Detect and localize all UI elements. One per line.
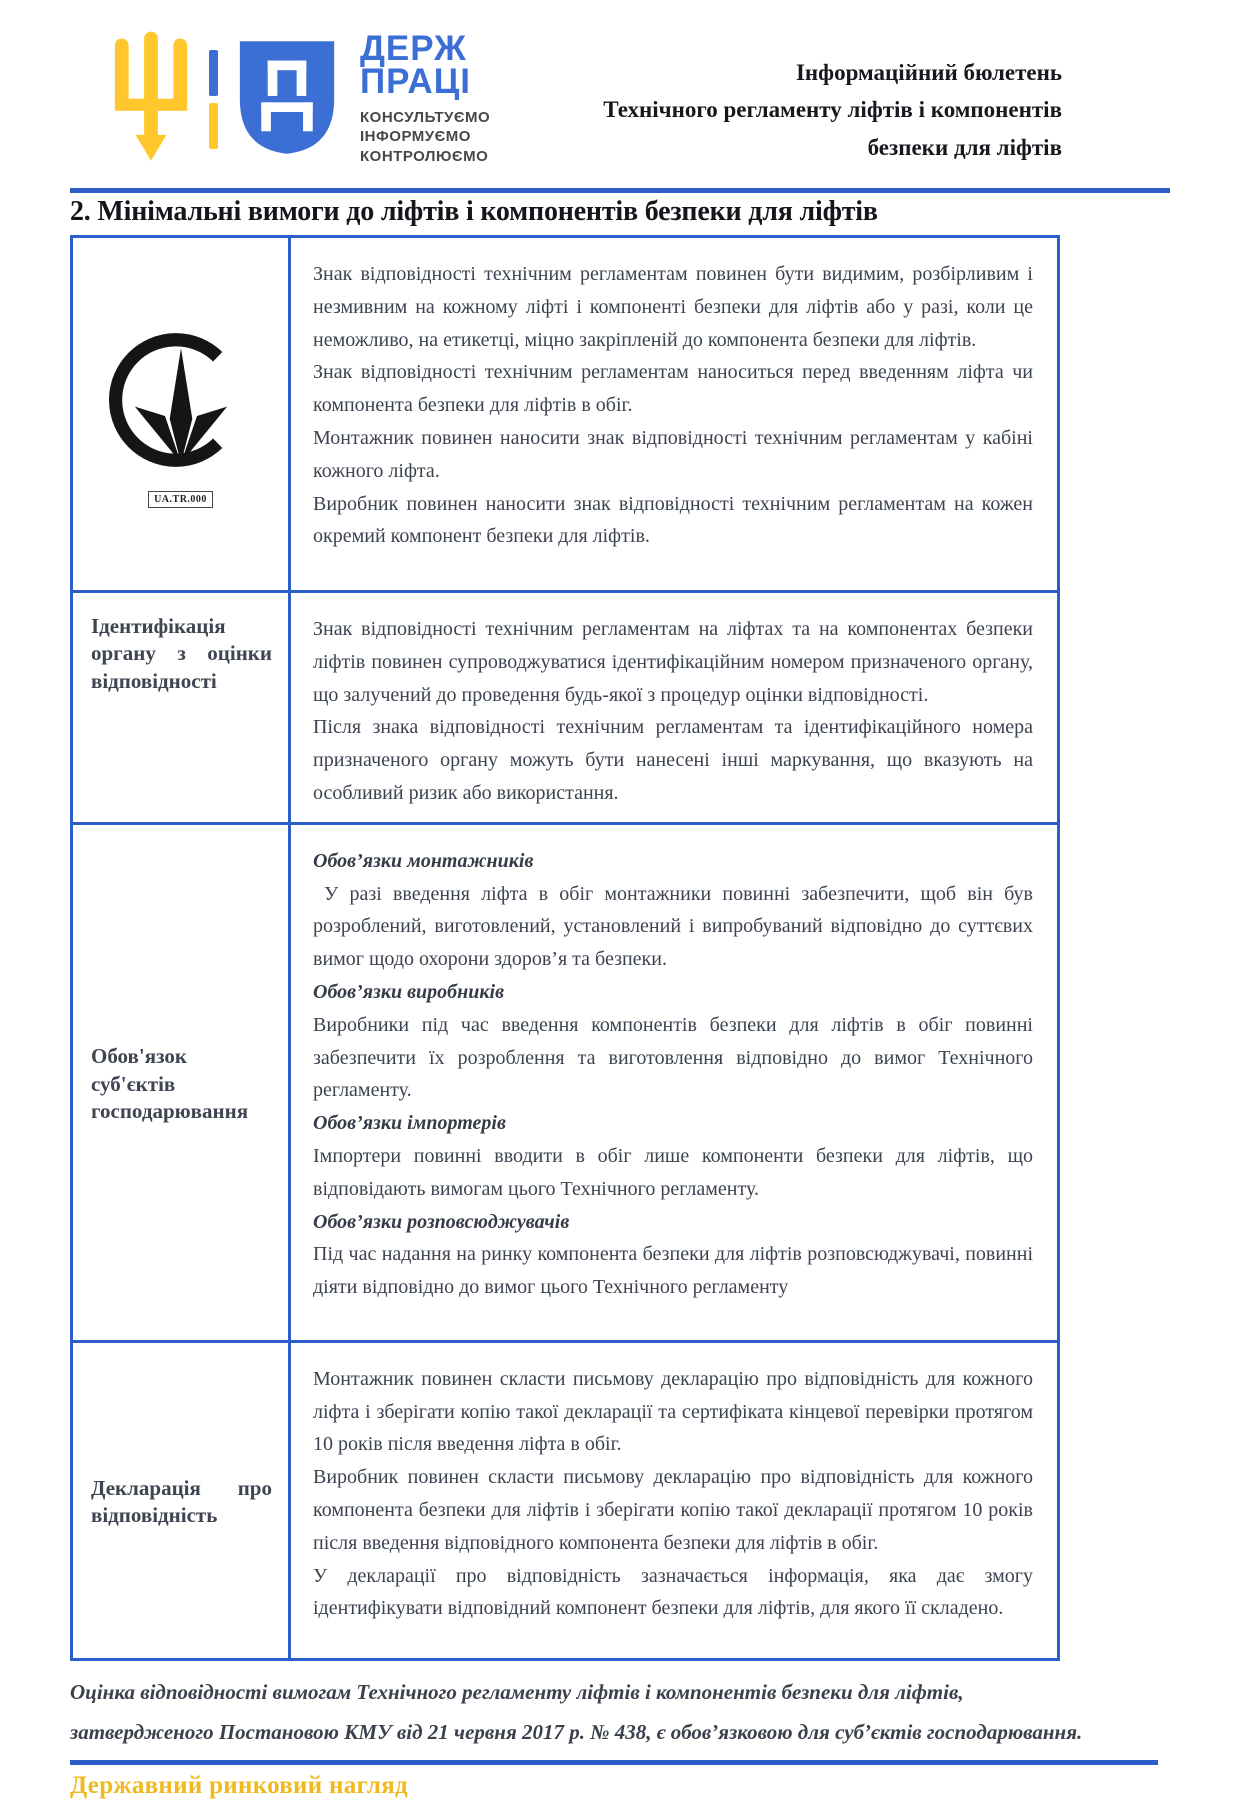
paragraph: Під час надання на ринку компонента безпеки для ліфтів розповсюджувачі, повинні діяти відповідно до вимог цього Технічного регламенту [313, 1243, 1033, 1299]
section-title: 2. Мінімальні вимоги до ліфтів і компонентів безпеки для ліфтів [70, 196, 878, 227]
obligation-section [313, 845, 1033, 976]
obligations-text-cell [291, 825, 1057, 1340]
table-row-identification [73, 590, 1057, 822]
row-label: Ідентифікація органу з оцінки відповідності [73, 593, 291, 822]
bulletin-title-line: безпеки для ліфтів [867, 134, 1062, 160]
footer-note [70, 1679, 1170, 1747]
ua-conformity-mark-icon [101, 320, 261, 487]
obligation-heading: Обов’язки виробників [313, 980, 505, 1003]
paragraph: Імпортери повинні вводити в обіг лише компоненти безпеки для ліфтів, що відповідають вимогам цього Технічного регламенту. [313, 1144, 1033, 1200]
identification-text-cell [291, 593, 1057, 822]
bulletin-title-line: Технічного регламенту ліфтів і компонентів [603, 97, 1062, 123]
table-row-conformity-mark [73, 238, 1057, 590]
obligation-heading: Обов’язки розповсюджувачів [313, 1210, 570, 1233]
logo-title: ДЕРЖ ПРАЦІ [360, 28, 471, 101]
divider-yellow-segment [209, 103, 218, 149]
requirements-table [70, 235, 1060, 1661]
obligation-section [313, 1206, 1033, 1304]
row-label: Обов'язок суб'єктів господарювання [73, 825, 291, 1340]
obligation-heading: Обов’язки монтажників [313, 849, 534, 872]
paragraph: Монтажник повинен наносити знак відповідності технічним регламентам у кабіні кожного ліфта. [313, 426, 1033, 482]
logo-subtitle: КОНСУЛЬТУЄМО ІНФОРМУЄМО КОНТРОЛЮЄМО [360, 108, 491, 165]
bulletin-title-line: Інформаційний бюлетень [795, 60, 1062, 85]
obligation-heading: Обов’язки імпортерів [313, 1112, 506, 1135]
page-header [70, 28, 1170, 180]
paragraph: Виробник повинен скласти письмову декларацію про відповідність для кожного компонента безпеки для ліфтів і зберігати копію такої декларації протягом 10 років після введення відповідного компонента безпеки для ліфтів в обіг. [313, 1466, 1033, 1554]
paragraph: Монтажник повинен скласти письмову декларацію про відповідність для кожного ліфта і зберігати копію такої декларації та сертифіката кінцевої перевірки протягом 10 років після введення ліфта в обіг. [313, 1367, 1033, 1456]
conformity-mark-text-cell [291, 238, 1057, 590]
obligation-section [313, 1107, 1033, 1205]
conformity-mark-cell [73, 238, 291, 590]
paragraph: Виробник повинен наносити знак відповідності технічним регламентам на кожен окремий компонент безпеки для ліфтів. [313, 492, 1033, 548]
table-row-declaration [73, 1340, 1057, 1658]
paragraph: У разі введення ліфта в обіг монтажники повинні забезпечити, щоб він був розроблений, виготовлений, установлений і випробуваний відповідно до суттєвих вимог щодо охорони здоров’я та безпеки. [313, 882, 1033, 971]
paragraph: Після знака відповідності технічним регламентам та ідентифікаційного номера призначеного органу можуть бути нанесені інші маркування, що вказують на особливий ризик або використання. [313, 716, 1033, 804]
bottom-divider-rule [70, 1760, 1158, 1765]
paragraph: Знак відповідності технічним регламентам наноситься перед введенням ліфта чи компонента безпеки для ліфтів в обіг. [313, 361, 1033, 417]
paragraph: Виробники під час введення компонентів безпеки для ліфтів в обіг повинні забезпечити їх розроблення та виготовлення відповідно до вимог Технічного регламенту. [313, 1013, 1033, 1102]
paragraph: У декларації про відповідність зазначається інформація, яка дає змогу ідентифікувати відповідний компонент безпеки для ліфтів, для якого її складено. [313, 1564, 1033, 1620]
bulletin-title [603, 54, 1062, 166]
derzhpratsi-shield-icon [233, 37, 341, 162]
conformity-mark-code: UA.TR.000 [148, 491, 213, 508]
row-label: Декларація про відповідність [73, 1343, 291, 1658]
ukraine-trident-icon [108, 28, 194, 171]
derzhpratsi-logo [108, 28, 490, 171]
table-row-obligations [73, 822, 1057, 1340]
footer-note-line: затвердженого Постановою КМУ від 21 червня 2017 р. № 438, є обов’язковою для суб’єктів господарювання. [70, 1720, 1083, 1745]
divider-blue-segment [209, 50, 218, 96]
watermark-text: Державний ринковий нагляд [70, 1772, 409, 1800]
top-divider-rule [70, 188, 1170, 193]
paragraph: Знак відповідності технічним регламентам повинен бути видимим, розбірливим і незмивним на кожному ліфті і компоненті безпеки для ліфтів або у разі, коли це неможливо, на етикетці, міцно закріпленій до компонента безпеки для ліфтів. [313, 263, 1033, 351]
declaration-text-cell [291, 1343, 1057, 1658]
footer-note-line: Оцінка відповідності вимогам Технічного регламенту ліфтів і компонентів безпеки для ліфтів, [70, 1679, 964, 1704]
logo-text [360, 28, 491, 166]
paragraph: Знак відповідності технічним регламентам на ліфтах та на компонентах безпеки ліфтів повинен супроводжуватися ідентифікаційним номером призначеного органу, що залучений до проведення будь-якої з процедур оцінки відповідності. [313, 618, 1033, 706]
obligation-section [313, 976, 1033, 1107]
logo-divider-bar [209, 50, 218, 149]
